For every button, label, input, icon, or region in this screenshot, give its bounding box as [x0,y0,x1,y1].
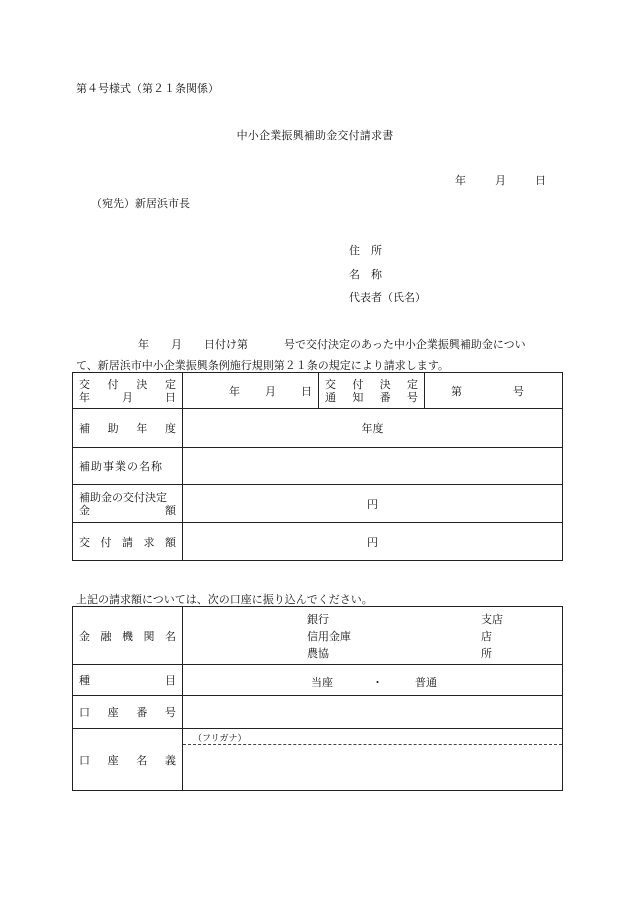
date-line [455,172,546,188]
table-row [73,607,563,665]
table-row [73,696,563,729]
project-name-field[interactable] [183,448,563,485]
document-title: 中小企業振興補助金交付請求書 [236,129,394,142]
intro-line-2: て、新居浜市中小企業振興条例施行規則第２１条の規定により請求します。 [76,359,449,372]
account-number-field[interactable] [183,696,563,729]
decided-amount-field[interactable]: 円 [183,485,563,523]
table-row [73,665,563,696]
table-row [73,729,563,791]
account-type-ordinary[interactable]: 普通 [415,675,437,689]
decided-amount-label: 補助金の交付決定 金 額 [73,485,183,523]
addressee: （宛先）新居浜市長 [91,197,190,210]
request-amount-label: 交 付 請 求 額 [73,523,183,561]
bank-field[interactable]: 銀行 信用金庫 農協 支店 店 所 [183,607,563,665]
account-type-current[interactable]: 当座 [311,675,333,689]
bank-label: 金 融 機 関 名 [73,607,183,665]
account-type-label: 種 目 [73,665,183,696]
project-name-label: 補助事業の名称 [73,448,183,485]
account-holder-label: 口 座 名 義 [73,729,183,791]
furigana-note: （フリガナ） [193,734,247,744]
subsidy-year-field[interactable]: 年度 [183,409,563,448]
notice-number-label: 交 付 決 定 通 知 番 号 [319,373,425,409]
date-day: 日 [535,174,546,187]
date-month: 月 [495,174,506,187]
subsidy-year-label: 補 助 年 度 [73,409,183,448]
transfer-note: 上記の請求額については、次の口座に振り込んでください。 [76,593,373,606]
table-row [73,485,563,523]
account-type-field[interactable]: 当座 ・ 普通 [183,665,563,696]
subsidy-info-table [72,372,563,561]
account-holder-name-area[interactable] [183,744,562,788]
table-row [73,373,563,409]
form-number: 第４号様式（第２１条関係） [76,82,219,95]
account-number-label: 口 座 番 号 [73,696,183,729]
date-year: 年 [455,174,466,187]
table-row [73,523,563,561]
intro-line-1: 年 月 日付け第 号で交付決定のあった中小企業振興補助金につい [138,338,526,351]
decision-date-label: 交 付 決 定 年 月 日 [73,373,183,409]
applicant-representative: 代表者（氏名） [349,291,426,304]
applicant-name: 名 称 [349,268,382,281]
table-row [73,448,563,485]
account-holder-field[interactable] [183,729,563,791]
decision-date-field[interactable]: 年 月 日 [183,373,319,409]
table-row [73,409,563,448]
applicant-address: 住 所 [349,244,382,257]
request-amount-field[interactable]: 円 [183,523,563,561]
notice-number-field[interactable]: 第 号 [425,373,563,409]
bank-account-table [72,606,563,791]
